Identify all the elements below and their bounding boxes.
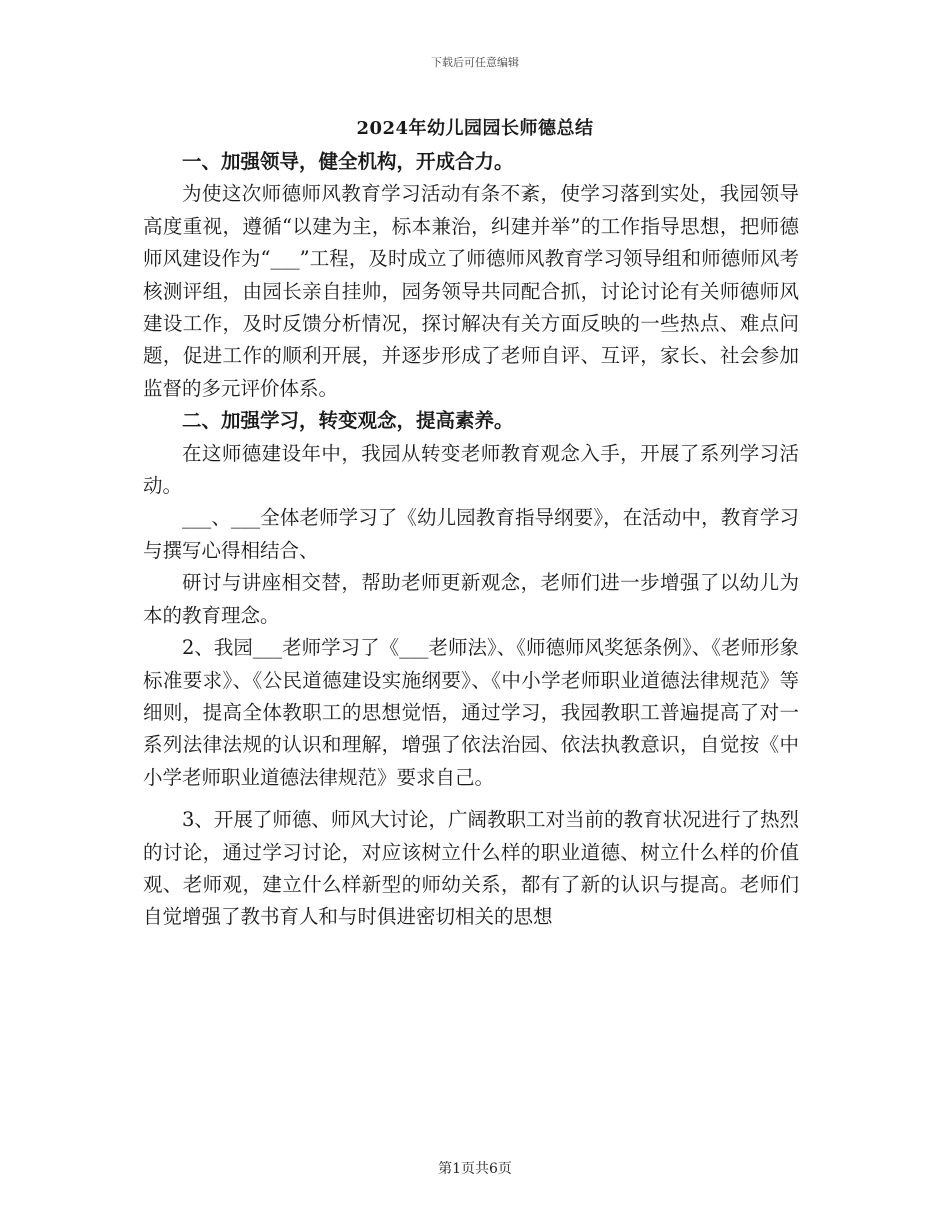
body-paragraph: 为使这次师德师风教育学习活动有条不紊，使学习落到实处，我园领导高度重视，遵循“以建为主，标本兼治，纠建并举”的工作指导思想，把师德师风建设作为“___”工程，及时成立了师德师风教育学习领导组和师德师风考核测评组，由园长亲自挂帅，园务领导共同配合抓，讨论讨论有关师德师风建设工作，及时反馈分析情况，探讨解决有关方面反映的一些热点、难点问题，促进工作的顺利开展，并逐步形成了老师自评、互评，家长、社会参加监督的多元评价体系。 [143,182,799,400]
body-paragraph: 2、我园___老师学习了《___老师法》、《师德师风奖惩条例》、《老师形象标准要求》、《公民道德建设实施纲要》、《中小学老师职业道德法律规范》等细则，提高全体教职工的思想觉悟，通过学习，我园教职工普遍提高了对一系列法律法规的认识和理解，增强了依法治园、依法执教意识，自觉按《中小学老师职业道德法律规范》要求自己。 [143,636,799,789]
body-paragraph: 研讨与讲座相交替，帮助老师更新观念，老师们进一步增强了以幼儿为本的教育理念。 [143,571,799,627]
body-paragraph: 3、开展了师德、师风大讨论，广阔教职工对当前的教育状况进行了热烈的讨论，通过学习讨论，对应该树立什么样的职业道德、树立什么样的价值观、老师观，建立什么样新型的师幼关系，都有了新的认识与提高。老师们自觉增强了教书育人和与时俱进密切相关的思想 [143,808,799,929]
page-header-note: 下载后可任意编辑 [431,56,519,69]
section-heading-1: 一、加强领导，健全机构，开成合力。 [182,150,514,173]
body-paragraph: ___、___全体老师学习了《幼儿园教育指导纲要》，在活动中，教育学习与撰写心得相结合、 [143,506,799,562]
body-paragraph: 在这师德建设年中，我园从转变老师教育观念入手，开展了系列学习活动。 [143,441,799,498]
page-number-footer: 第1页共6页 [438,1161,512,1177]
document-body [143,146,799,934]
section-heading-2: 二、加强学习，转变观念，提高素养。 [182,409,514,433]
document-title: 2024年幼儿园园长师德总结 [356,118,594,139]
